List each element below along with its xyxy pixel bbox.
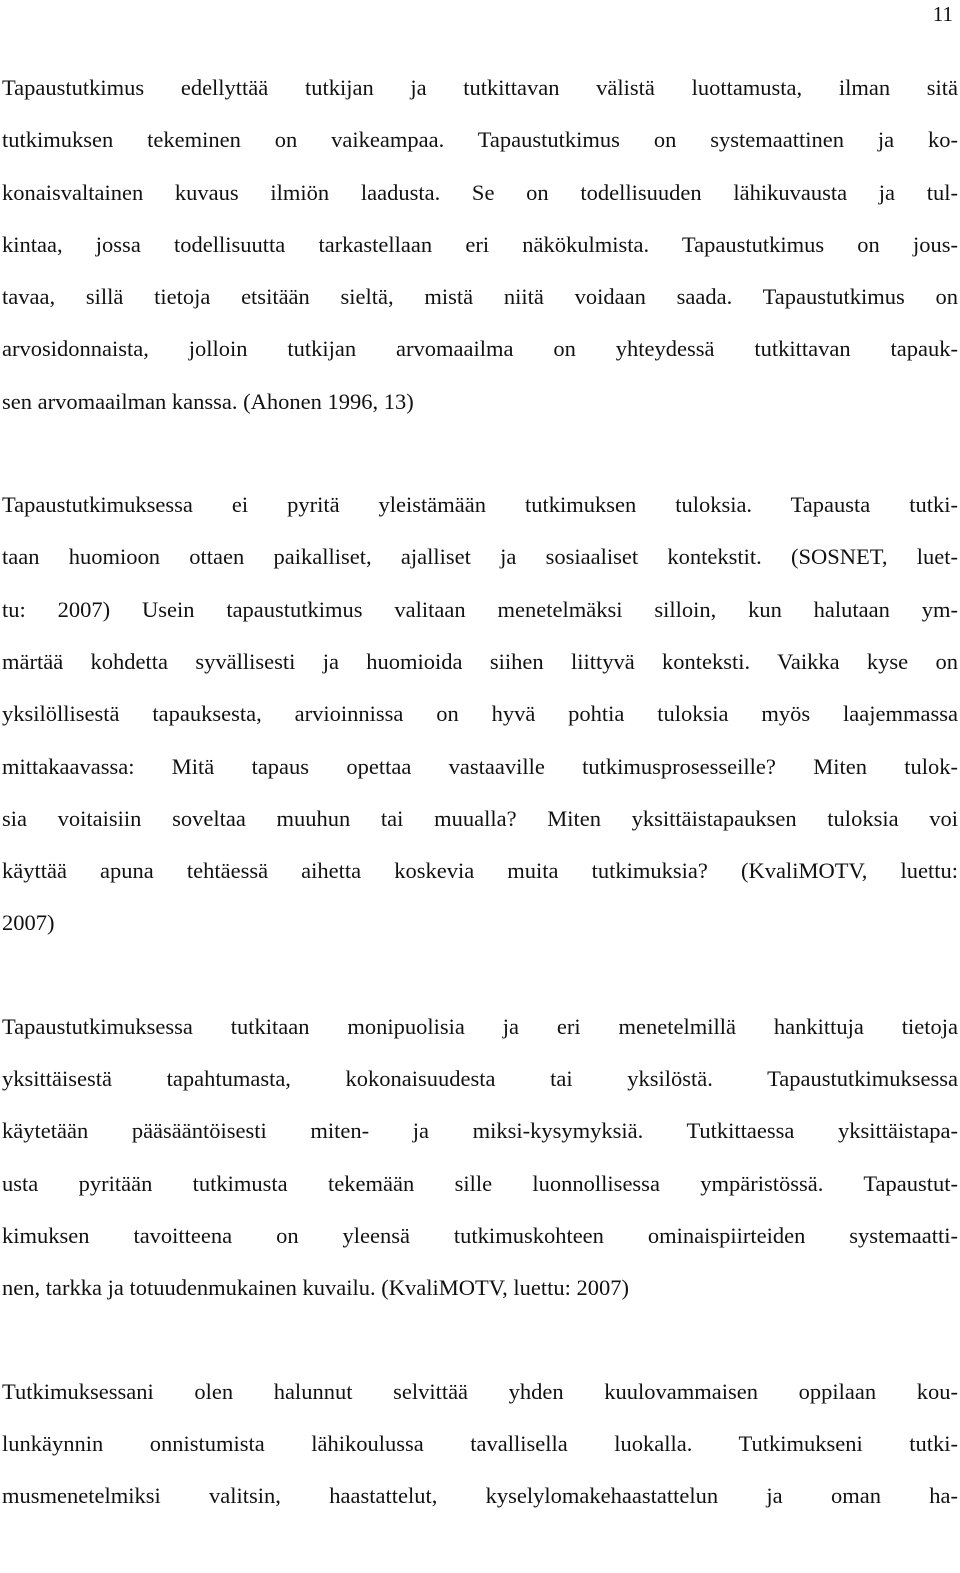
- text-line: yksittäisestä tapahtumasta, kokonaisuudesta tai yksilöstä. Tapaustutkimuksessa: [2, 1066, 958, 1092]
- text-line: 2007): [2, 910, 55, 936]
- body-text: [2, 62, 958, 1573]
- paragraph-2: [2, 479, 958, 950]
- text-line: Tutkimuksessani olen halunnut selvittää yhden kuulovammaisen oppilaan kou-: [2, 1378, 958, 1404]
- paragraph-4: [2, 1366, 958, 1523]
- text-line: tu: 2007) Usein tapaustutkimus valitaan menetelmäksi silloin, kun halutaan ym-: [2, 596, 958, 622]
- text-line: tutkimuksen tekeminen on vaikeampaa. Tapaustutkimus on systemaattinen ja ko-: [2, 127, 958, 153]
- text-line: mittakaavassa: Mitä tapaus opettaa vastaaville tutkimusprosesseille? Miten tulok-: [2, 753, 958, 779]
- text-line: kintaa, jossa todellisuutta tarkastellaan eri näkökulmista. Tapaustutkimus on jous-: [2, 231, 958, 257]
- text-line: yksilöllisestä tapauksesta, arvioinnissa on hyvä pohtia tuloksia myös laajemmassa: [2, 701, 958, 727]
- paragraph-1: [2, 62, 958, 428]
- text-line: arvosidonnaista, jolloin tutkijan arvomaailma on yhteydessä tutkittavan tapauk-: [2, 336, 958, 362]
- text-line: käyttää apuna tehtäessä aihetta koskevia muita tutkimuksia? (KvaliMOTV, luettu:: [2, 858, 958, 884]
- paragraph-3: [2, 1001, 958, 1315]
- text-line: Tapaustutkimuksessa ei pyritä yleistämään tutkimuksen tuloksia. Tapausta tutki-: [2, 492, 958, 518]
- text-line: Tapaustutkimuksessa tutkitaan monipuolisia ja eri menetelmillä hankittuja tietoja: [2, 1013, 958, 1039]
- text-line: märtää kohdetta syvällisesti ja huomioida siihen liittyvä konteksti. Vaikka kyse on: [2, 648, 958, 674]
- text-line: käytetään pääsääntöisesti miten- ja miksi-kysymyksiä. Tutkittaessa yksittäistapa-: [2, 1118, 958, 1144]
- text-line: sen arvomaailman kanssa. (Ahonen 1996, 13): [2, 388, 414, 414]
- text-line: kimuksen tavoitteena on yleensä tutkimuskohteen ominaispiirteiden systemaatti-: [2, 1222, 958, 1248]
- text-line: usta pyritään tutkimusta tekemään sille luonnollisessa ympäristössä. Tapaustut-: [2, 1170, 958, 1196]
- text-line: sia voitaisiin soveltaa muuhun tai muualla? Miten yksittäistapauksen tuloksia voi: [2, 805, 958, 831]
- page-number: 11: [932, 2, 953, 26]
- text-line: tavaa, sillä tietoja etsitään sieltä, mistä niitä voidaan saada. Tapaustutkimus on: [2, 284, 958, 310]
- text-line: lunkäynnin onnistumista lähikoulussa tavallisella luokalla. Tutkimukseni tutki-: [2, 1430, 958, 1456]
- text-line: konaisvaltainen kuvaus ilmiön laadusta. Se on todellisuuden lähikuvausta ja tul-: [2, 179, 958, 205]
- text-line: taan huomioon ottaen paikalliset, ajalliset ja sosiaaliset kontekstit. (SOSNET, luet-: [2, 544, 958, 570]
- text-line: Tapaustutkimus edellyttää tutkijan ja tutkittavan välistä luottamusta, ilman sitä: [2, 75, 958, 100]
- text-line: nen, tarkka ja totuudenmukainen kuvailu. (KvaliMOTV, luettu: 2007): [2, 1275, 629, 1301]
- text-line: musmenetelmiksi valitsin, haastattelut, kyselylomakehaastattelun ja oman ha-: [2, 1483, 958, 1509]
